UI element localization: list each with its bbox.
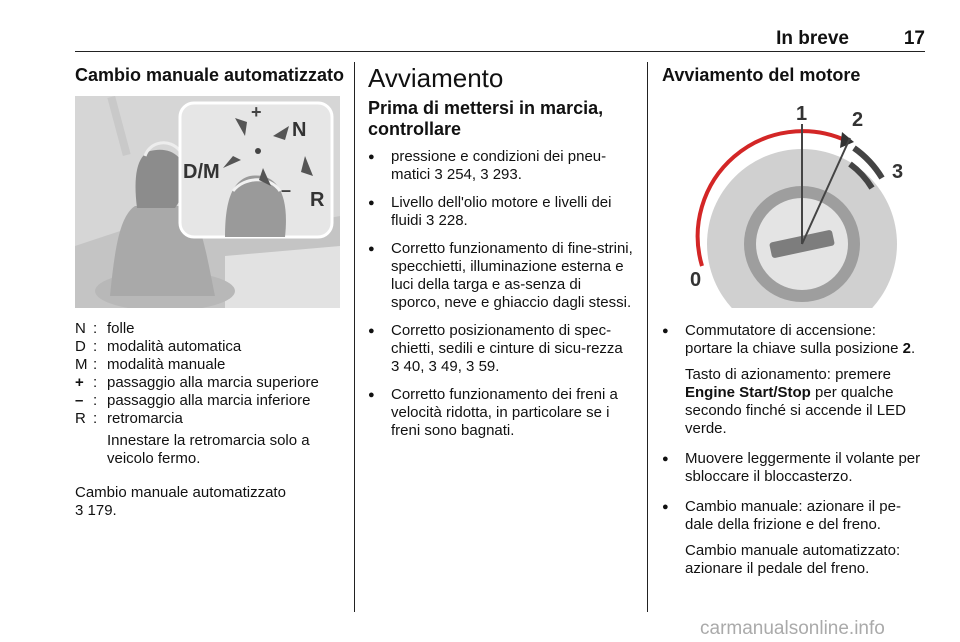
legend-key: N [75, 320, 86, 337]
legend-sep: : [93, 410, 98, 427]
legend-row [75, 338, 345, 356]
step-paragraph: Cambio manuale automatizzato: azionare il pedale del freno. [685, 542, 901, 577]
step-paragraph [685, 366, 926, 438]
legend-sep: : [93, 374, 98, 391]
engine-start-heading: Avviamento del motore [662, 65, 861, 85]
header-rule [75, 51, 925, 52]
checklist [368, 148, 633, 440]
para-post: per qualche secondo finché si accende il LED verde. [685, 384, 906, 437]
legend-key: R [75, 410, 86, 427]
page-number: 17 [903, 28, 925, 49]
legend-row [75, 356, 345, 374]
legend-value: passaggio alla marcia superiore [107, 374, 319, 391]
reverse-note: Innestare la retromarcia solo a veicolo fermo. [107, 432, 310, 467]
legend-row [75, 392, 345, 410]
legend-key: + [75, 374, 84, 391]
reference-text: Cambio manuale automatizzato [75, 484, 286, 501]
legend-sep: : [93, 320, 98, 337]
step-end: . [910, 340, 916, 357]
list-item [662, 498, 926, 578]
list-item: ● pressione e condizioni dei pneu-matici 3 254, 3 293. [368, 148, 633, 184]
legend-value: folle [107, 320, 135, 337]
start-steps [662, 322, 926, 578]
list-item: ● Livello dell'olio motore e livelli dei fluidi 3 228. [368, 194, 633, 230]
gear-legend [75, 320, 345, 468]
gearbox-reference [75, 484, 345, 520]
column-engine-start [662, 62, 926, 590]
legend-row [75, 410, 345, 428]
para-bold: Engine Start/Stop [685, 384, 811, 401]
legend-value: retromarcia [107, 410, 183, 427]
page-header [75, 28, 925, 50]
para-pre: Tasto di azionamento: premere [685, 366, 891, 383]
starting-heading: Avviamento [368, 63, 504, 93]
legend-sep: : [93, 356, 98, 373]
list-item: ● Corretto posizionamento di spec-chietti, sedili e cinture di sicu-rezza 3 40, 3 49, 3 59. [368, 322, 633, 376]
step-bold: 2 [902, 340, 911, 357]
n-label: N [292, 119, 307, 141]
list-item: ● Muovere leggermente il volante per sbloccare il bloccasterzo. [662, 450, 926, 486]
plus-label: + [251, 102, 262, 122]
reference-page[interactable]: 3 179. [75, 502, 117, 519]
list-item: ● Corretto funzionamento di fine-strini, specchietti, illuminazione esterna e luci della targa e as-senza di sporco, neve e ghiaccio dagli stessi. [368, 240, 633, 312]
column-starting [368, 62, 633, 450]
list-item: ● Corretto funzionamento dei freni a velocità ridotta, in particolare se i freni sono bagnati. [368, 386, 633, 440]
r-label: R [310, 189, 325, 211]
section-title: In breve [776, 28, 849, 49]
checklist-heading: Prima di mettersi in marcia, controllare [368, 98, 604, 139]
position-2-label: 2 [852, 109, 864, 131]
column-divider-2 [647, 62, 648, 612]
gearbox-illustration [75, 96, 340, 308]
gear-lever-drawing [75, 96, 340, 308]
dm-label: D/M [183, 161, 220, 183]
position-0-label: 0 [690, 269, 702, 291]
gearbox-heading: Cambio manuale automatizzato [75, 65, 345, 85]
position-3-label: 3 [892, 161, 904, 183]
legend-key: M [75, 356, 88, 373]
position-1-label: 1 [796, 103, 808, 125]
column-divider-1 [354, 62, 355, 612]
watermark: carmanualsonline.info [700, 618, 885, 639]
legend-value: modalità automatica [107, 338, 242, 355]
step-text: Cambio manuale: azionare il pe-dale della frizione e del freno. [685, 498, 901, 533]
legend-sep: : [93, 338, 98, 355]
legend-row [75, 374, 345, 392]
legend-row [75, 320, 345, 338]
step-text: Commutatore di accensione: portare la chiave sulla posizione [685, 322, 899, 357]
legend-value: passaggio alla marcia inferiore [107, 392, 311, 409]
legend-value: modalità manuale [107, 356, 226, 373]
list-item [662, 322, 926, 438]
legend-key: – [75, 392, 84, 409]
column-gearbox [75, 62, 345, 520]
legend-sep: : [93, 392, 98, 409]
minus-label: – [281, 180, 292, 200]
ignition-illustration [662, 96, 926, 308]
ignition-switch-drawing [662, 96, 926, 308]
legend-key: D [75, 338, 86, 355]
